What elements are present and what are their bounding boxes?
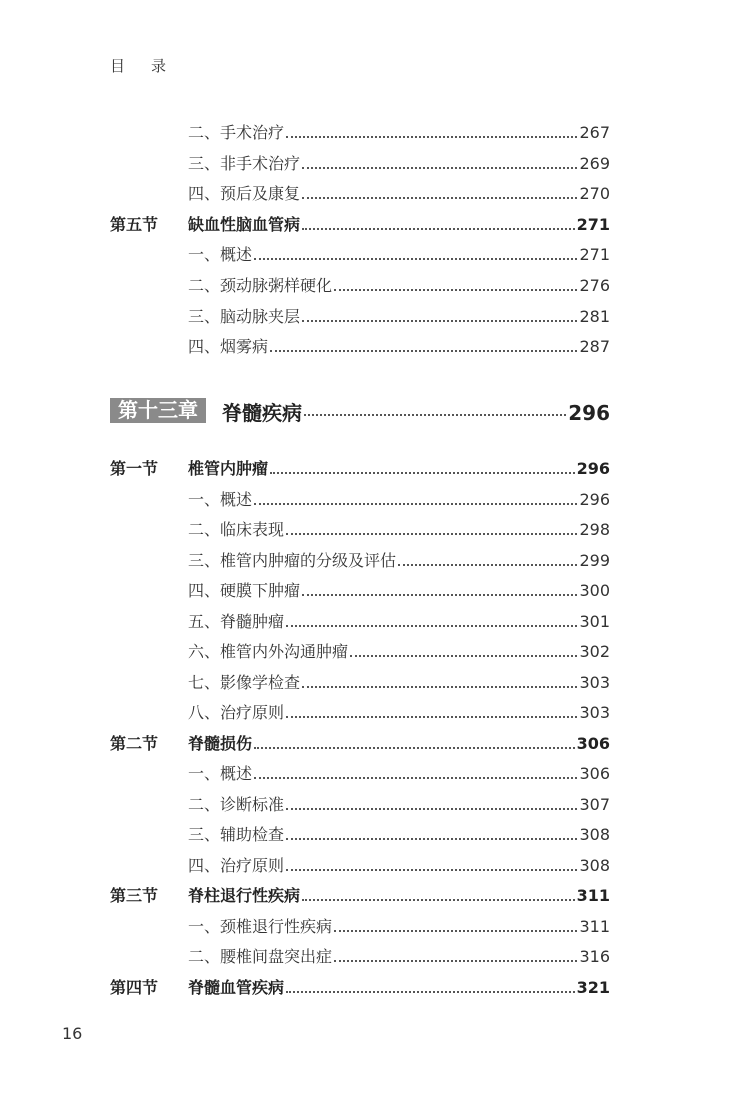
- dot-leader: [270, 350, 577, 352]
- toc-chapter-page: 296: [568, 401, 610, 425]
- toc-item[interactable]: [188, 331, 610, 357]
- running-head-part2: 录: [151, 57, 167, 75]
- toc-section[interactable]: [110, 453, 610, 479]
- toc-item-page: 287: [579, 337, 610, 356]
- toc-item-label: 三、椎管内肿瘤的分级及评估: [188, 551, 397, 570]
- dot-leader: [302, 320, 577, 322]
- toc-item-page: 267: [579, 123, 610, 142]
- dot-leader: [286, 625, 577, 627]
- toc-item-label: 三、非手术治疗: [188, 154, 301, 173]
- toc-item-page: 303: [579, 703, 610, 722]
- toc-item-page: 298: [579, 520, 610, 539]
- dot-leader: [302, 228, 575, 230]
- toc-item[interactable]: [188, 697, 610, 723]
- dot-leader: [286, 991, 575, 993]
- dot-leader: [286, 808, 577, 810]
- toc-item[interactable]: [188, 270, 610, 296]
- toc-section[interactable]: [110, 972, 610, 998]
- toc-item-label: 一、概述: [188, 490, 253, 509]
- toc-section-page: 311: [576, 886, 610, 905]
- toc-item-page: 302: [579, 642, 610, 661]
- dot-leader: [302, 686, 577, 688]
- toc-item[interactable]: [188, 789, 610, 815]
- dot-leader: [286, 533, 577, 535]
- toc-chapter[interactable]: [110, 391, 610, 423]
- toc-item-label: 一、概述: [188, 764, 253, 783]
- toc-section[interactable]: [110, 880, 610, 906]
- toc-item-label: 二、临床表现: [188, 520, 285, 539]
- toc-item-page: 269: [579, 154, 610, 173]
- toc-item-label: 二、手术治疗: [188, 123, 285, 142]
- toc-item-page: 311: [579, 917, 610, 936]
- toc-section-label: 椎管内肿瘤: [188, 459, 269, 478]
- toc-item[interactable]: [188, 850, 610, 876]
- toc-item[interactable]: [188, 117, 610, 143]
- toc-section-label: 脊髓血管疾病: [188, 978, 285, 997]
- toc-item-label: 八、治疗原则: [188, 703, 285, 722]
- dot-leader: [334, 930, 577, 932]
- toc-item-page: 299: [579, 551, 610, 570]
- dot-leader: [334, 960, 577, 962]
- toc-section-page: 296: [576, 459, 610, 478]
- toc-item-page: 301: [579, 612, 610, 631]
- toc-item-page: 296: [579, 490, 610, 509]
- toc-chapter-label: 脊髓疾病: [222, 401, 302, 425]
- toc-section-number: 第一节: [110, 459, 159, 478]
- dot-leader: [270, 472, 575, 474]
- dot-leader: [334, 289, 577, 291]
- dot-leader: [254, 777, 577, 779]
- toc-item[interactable]: [188, 819, 610, 845]
- toc-item[interactable]: [188, 911, 610, 937]
- toc-item[interactable]: [188, 636, 610, 662]
- toc-item-page: 316: [579, 947, 610, 966]
- dot-leader: [302, 594, 577, 596]
- dot-leader: [302, 167, 577, 169]
- toc-item[interactable]: [188, 301, 610, 327]
- dot-leader: [350, 655, 577, 657]
- dot-leader: [302, 197, 577, 199]
- toc-item[interactable]: [188, 484, 610, 510]
- toc-section-number: 第四节: [110, 978, 159, 997]
- chapter-number-box: 第十三章: [110, 398, 206, 423]
- dot-leader: [254, 747, 575, 749]
- toc-item-label: 四、烟雾病: [188, 337, 269, 356]
- toc-item-label: 四、治疗原则: [188, 856, 285, 875]
- toc-section-number: 第二节: [110, 734, 159, 753]
- toc-item-page: 308: [579, 856, 610, 875]
- toc-item-page: 281: [579, 307, 610, 326]
- dot-leader: [398, 564, 577, 566]
- toc-item-label: 一、颈椎退行性疾病: [188, 917, 333, 936]
- toc-item-label: 四、硬膜下肿瘤: [188, 581, 301, 600]
- toc-section[interactable]: [110, 728, 610, 754]
- toc-item-label: 二、诊断标准: [188, 795, 285, 814]
- toc-item-label: 二、腰椎间盘突出症: [188, 947, 333, 966]
- toc-item-label: 一、概述: [188, 245, 253, 264]
- toc-item[interactable]: [188, 148, 610, 174]
- toc-item-label: 六、椎管内外沟通肿瘤: [188, 642, 349, 661]
- toc-item-label: 七、影像学检查: [188, 673, 301, 692]
- toc-item-page: 306: [579, 764, 610, 783]
- toc-section-page: 271: [576, 215, 610, 234]
- toc-item[interactable]: [188, 514, 610, 540]
- running-head: [110, 55, 166, 76]
- dot-leader: [304, 414, 566, 416]
- dot-leader: [286, 869, 577, 871]
- dot-leader: [254, 258, 577, 260]
- dot-leader: [254, 503, 577, 505]
- running-head-part1: 目: [110, 57, 126, 75]
- dot-leader: [286, 716, 577, 718]
- toc-section-number: 第五节: [110, 215, 159, 234]
- toc-item[interactable]: [188, 239, 610, 265]
- toc-item-page: 303: [579, 673, 610, 692]
- toc-item[interactable]: [188, 606, 610, 632]
- toc-item-page: 271: [579, 245, 610, 264]
- toc-item[interactable]: [188, 941, 610, 967]
- toc-item-label: 二、颈动脉粥样硬化: [188, 276, 333, 295]
- toc-section-label: 缺血性脑血管病: [188, 215, 301, 234]
- toc-section-number: 第三节: [110, 886, 159, 905]
- toc-item-label: 三、脑动脉夹层: [188, 307, 301, 326]
- toc-item-page: 308: [579, 825, 610, 844]
- toc-section-label: 脊柱退行性疾病: [188, 886, 301, 905]
- toc-item-label: 四、预后及康复: [188, 184, 301, 203]
- dot-leader: [286, 838, 577, 840]
- toc-section-page: 321: [576, 978, 610, 997]
- toc-item[interactable]: [188, 545, 610, 571]
- toc-item[interactable]: [188, 667, 610, 693]
- toc-item[interactable]: [188, 758, 610, 784]
- dot-leader: [302, 899, 575, 901]
- toc-section-label: 脊髓损伤: [188, 734, 253, 753]
- toc-item-page: 270: [579, 184, 610, 203]
- dot-leader: [286, 136, 577, 138]
- toc-item-page: 300: [579, 581, 610, 600]
- toc-item-page: 276: [579, 276, 610, 295]
- toc-section-page: 306: [576, 734, 610, 753]
- toc-item[interactable]: [188, 178, 610, 204]
- toc-item-label: 三、辅助检查: [188, 825, 285, 844]
- toc-section[interactable]: [110, 209, 610, 235]
- toc-item-page: 307: [579, 795, 610, 814]
- page-number: 16: [62, 1024, 83, 1043]
- toc-item[interactable]: [188, 575, 610, 601]
- toc-item-label: 五、脊髓肿瘤: [188, 612, 285, 631]
